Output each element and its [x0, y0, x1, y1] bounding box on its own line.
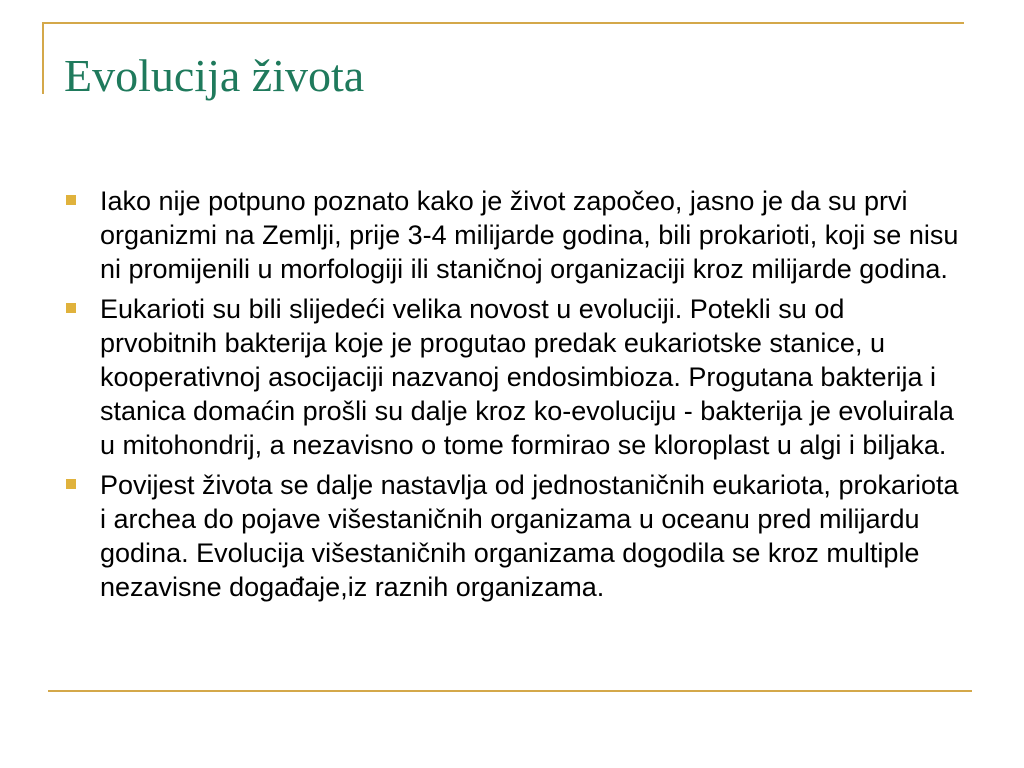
- bullet-item: [62, 292, 962, 462]
- bullet-text: Iako nije potpuno poznato kako je život započeo, jasno je da su prvi organizmi na Zemlji, prije 3-4 milijarde godina, bili prokarioti, koji se nisu ni promijenili u morfologiji ili staničnoj organizaciji kroz milijarde godina.: [100, 186, 959, 284]
- bullet-text: Povijest života se dalje nastavlja od jednostaničnih eukariota, prokariota i archea do pojave višestaničnih organizama u oceanu pred milijardu godina. Evolucija višestaničnih organizama dogodila se kroz multiple nezavisne događaje,iz raznih organizama.: [100, 470, 959, 602]
- top-divider: [42, 22, 964, 24]
- slide-title: Evolucija života: [64, 50, 365, 101]
- bullet-item: [62, 468, 962, 604]
- square-bullet-icon: [66, 303, 76, 313]
- bullet-text: Eukarioti su bili slijedeći velika novost u evoluciji. Potekli su od prvobitnih bakterija koje je progutao predak eukariotske stanice, u kooperativnoj asocijaciji nazvanoj endosimbioza. Progutana bakterija i stanica domaćin prošli su dalje kroz ko-evoluciju - bakterija je evoluirala u mitohondrij, a nezavisno o tome formirao se kloroplast u algi i biljaka.: [100, 294, 954, 460]
- bottom-divider: [48, 690, 972, 692]
- left-divider: [42, 22, 44, 94]
- square-bullet-icon: [66, 479, 76, 489]
- bullet-item: [62, 184, 962, 286]
- square-bullet-icon: [66, 195, 76, 205]
- bullet-list: [62, 184, 962, 610]
